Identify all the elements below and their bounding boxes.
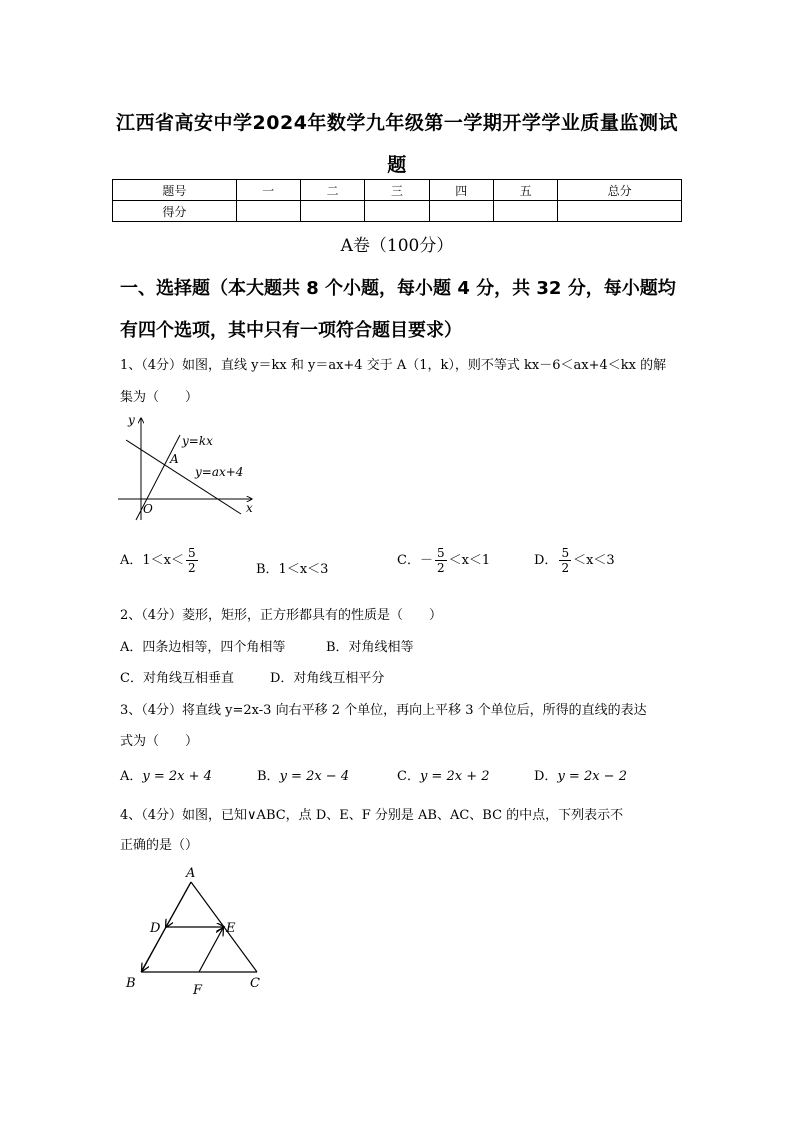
option-text: y = 2x + 4: [142, 769, 212, 784]
option-text: A．1＜x＜: [120, 553, 184, 568]
vertex-a-label: A: [186, 866, 196, 881]
fraction: [435, 546, 447, 575]
fraction-numerator: 5: [188, 546, 196, 560]
q2-option-d[interactable]: D．对角线互相平分: [270, 671, 385, 686]
score-entry-cell: [493, 201, 557, 222]
q4-stem-line1: 4、（4分）如图，已知∨ABC，点 D、E、F 分别是 AB、AC、BC 的中点，下列表示不: [120, 808, 624, 823]
origin-label: O: [143, 502, 153, 516]
vertex-c-label: C: [250, 976, 260, 991]
y-axis-label: y: [128, 413, 135, 427]
score-entry-cell: [365, 201, 429, 222]
q1-option-a[interactable]: [120, 546, 200, 575]
score-table: [112, 179, 682, 222]
table-cell: 题号: [113, 180, 237, 201]
q1-figure: [116, 410, 266, 525]
q1-option-d[interactable]: [534, 546, 615, 575]
fraction: [559, 546, 571, 575]
q3-stem-line2: 式为（ ）: [120, 734, 199, 749]
table-cell: 二: [300, 180, 364, 201]
vector-ad: [166, 882, 191, 927]
score-table-header-row: [113, 180, 682, 201]
q1-stem-line2: 集为（ ）: [120, 390, 199, 405]
table-cell: 四: [429, 180, 493, 201]
q3-option-a[interactable]: [120, 765, 212, 784]
q4-stem-line2: 正确的是（）: [120, 838, 199, 853]
page-title-line1: 江西省高安中学2024年数学九年级第一学期开学学业质量监测试: [116, 112, 678, 134]
table-cell: 五: [493, 180, 557, 201]
table-cell: 一: [236, 180, 300, 201]
point-f-label: F: [193, 983, 203, 997]
option-text: ＜x＜3: [573, 553, 615, 568]
option-label: A．: [120, 769, 143, 784]
score-entry-cell: [429, 201, 493, 222]
option-text: y = 2x − 2: [557, 769, 627, 784]
part1-heading-line1: 一、选择题（本大题共 8 个小题，每小题 4 分，共 32 分，每小题均: [120, 278, 676, 299]
option-text: y = 2x − 4: [279, 769, 350, 784]
score-entry-cell: [300, 201, 364, 222]
q2-option-c[interactable]: C．对角线互相垂直: [120, 671, 234, 686]
fraction-numerator: 5: [561, 546, 570, 560]
score-entry-cell: [236, 201, 300, 222]
vertex-b-label: B: [126, 976, 136, 991]
page-title-line2: 题: [387, 154, 407, 176]
fraction-numerator: 5: [436, 546, 445, 560]
point-e-label: E: [226, 921, 236, 936]
score-table-score-row: [113, 201, 682, 222]
q1-stem-line1: 1、（4分）如图，直线 y＝kx 和 y＝ax+4 交于 A（1，k），则不等式 kx－6＜ax+4＜kx 的解: [120, 358, 667, 373]
fraction: [186, 546, 198, 575]
option-text: ＜x＜1: [448, 553, 491, 568]
part1-heading-line2: 有四个选项，其中只有一项符合题目要求）: [120, 320, 462, 341]
q2-stem: 2、（4分）菱形，矩形，正方形都具有的性质是（ ）: [120, 608, 443, 623]
table-cell: 总分: [558, 180, 682, 201]
option-label: C．: [397, 769, 420, 784]
table-cell: 得分: [113, 201, 237, 222]
q1-option-c[interactable]: [397, 546, 490, 575]
x-axis-label: x: [246, 501, 253, 515]
option-text: y = 2x + 2: [419, 769, 490, 784]
point-d-label: D: [150, 921, 161, 936]
q1-option-b[interactable]: B．1＜x＜3: [256, 562, 329, 577]
score-entry-cell: [558, 201, 682, 222]
fraction-denominator: 2: [436, 561, 445, 575]
q3-option-d[interactable]: [534, 765, 627, 784]
line-y-ax-plus-4-label: y=ax+4: [195, 465, 244, 479]
vector-fe: [199, 928, 223, 972]
option-label: D．: [534, 769, 558, 784]
q3-option-c[interactable]: [397, 765, 490, 784]
line-y-kx-label: y=kx: [182, 434, 213, 448]
q3-option-b[interactable]: [257, 765, 349, 784]
section-a-title: A卷（100分）: [340, 236, 454, 256]
option-text: D．: [534, 553, 558, 568]
fraction-denominator: 2: [188, 561, 196, 575]
q2-option-b[interactable]: B．对角线相等: [326, 640, 414, 655]
point-a-label: A: [170, 452, 179, 466]
option-text: C．－: [397, 553, 433, 568]
option-label: B．: [257, 769, 280, 784]
table-cell: 三: [365, 180, 429, 201]
fraction-denominator: 2: [561, 561, 570, 575]
q4-figure: [120, 862, 270, 997]
q3-stem-line1: 3、（4分）将直线 y=2x-3 向右平移 2 个单位，再向上平移 3 个单位后，所得的直线的表达: [120, 703, 647, 718]
q2-option-a[interactable]: A．四条边相等，四个角相等: [120, 640, 286, 655]
